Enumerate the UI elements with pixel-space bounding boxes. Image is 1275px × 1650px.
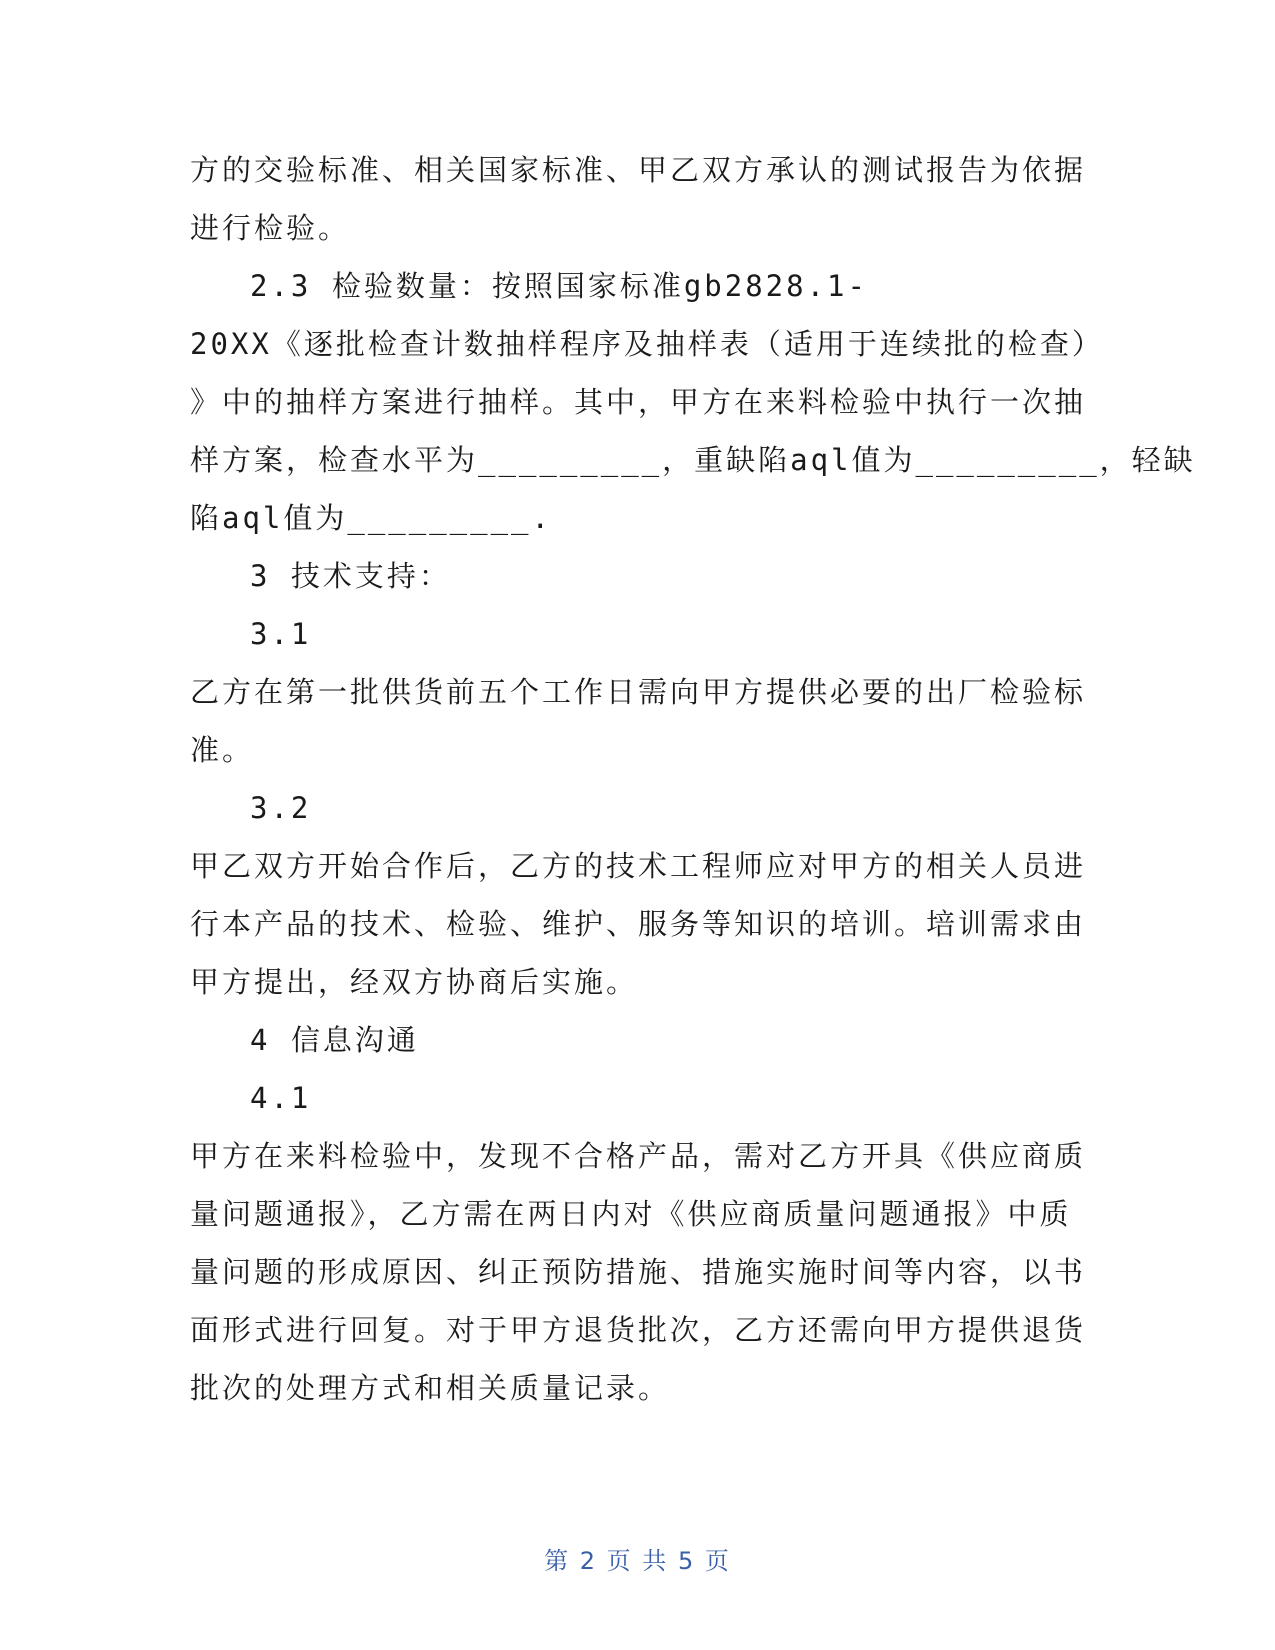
text-line: 准。: [190, 733, 255, 767]
text-line: 2.3 检验数量：按照国家标准gb2828.1-: [250, 269, 868, 303]
text-line: 方的交验标准、相关国家标准、甲乙双方承认的测试报告为依据: [190, 153, 1087, 187]
clause-number: 3.1: [250, 617, 312, 651]
clause-number: 3.2: [250, 791, 312, 825]
text-line: 进行检验。: [190, 211, 351, 245]
text-line: 乙方在第一批供货前五个工作日需向甲方提供必要的出厂检验标: [190, 675, 1087, 709]
text-line: 》中的抽样方案进行抽样。其中，甲方在来料检验中执行一次抽: [190, 385, 1087, 419]
text-line: 行本产品的技术、检验、维护、服务等知识的培训。培训需求由: [190, 907, 1087, 941]
text-line: 批次的处理方式和相关质量记录。: [190, 1371, 671, 1405]
text-line: 面形式进行回复。对于甲方退货批次，乙方还需向甲方提供退货: [190, 1313, 1087, 1347]
text-line: 20XX《逐批检查计数抽样程序及抽样表（适用于连续批的检查）: [190, 327, 1104, 361]
text-line: 量问题通报》，乙方需在两日内对《供应商质量问题通报》中质: [190, 1197, 1072, 1231]
text-line: 陷aql值为_________.: [190, 501, 552, 535]
text-line: 甲乙双方开始合作后，乙方的技术工程师应对甲方的相关人员进: [190, 849, 1087, 883]
text-line: 样方案，检查水平为_________，重缺陷aql值为_________，轻缺: [190, 443, 1196, 477]
clause-number: 4.1: [250, 1081, 312, 1115]
text-line: 甲方提出，经双方协商后实施。: [190, 965, 639, 999]
page-number-footer: 第 2 页 共 5 页: [544, 1547, 731, 1575]
text-line: 量问题的形成原因、纠正预防措施、措施实施时间等内容，以书: [190, 1255, 1087, 1289]
section-heading: 3 技术支持：: [250, 559, 451, 593]
text-line: 甲方在来料检验中，发现不合格产品，需对乙方开具《供应商质: [190, 1139, 1087, 1173]
section-heading: 4 信息沟通: [250, 1023, 419, 1057]
